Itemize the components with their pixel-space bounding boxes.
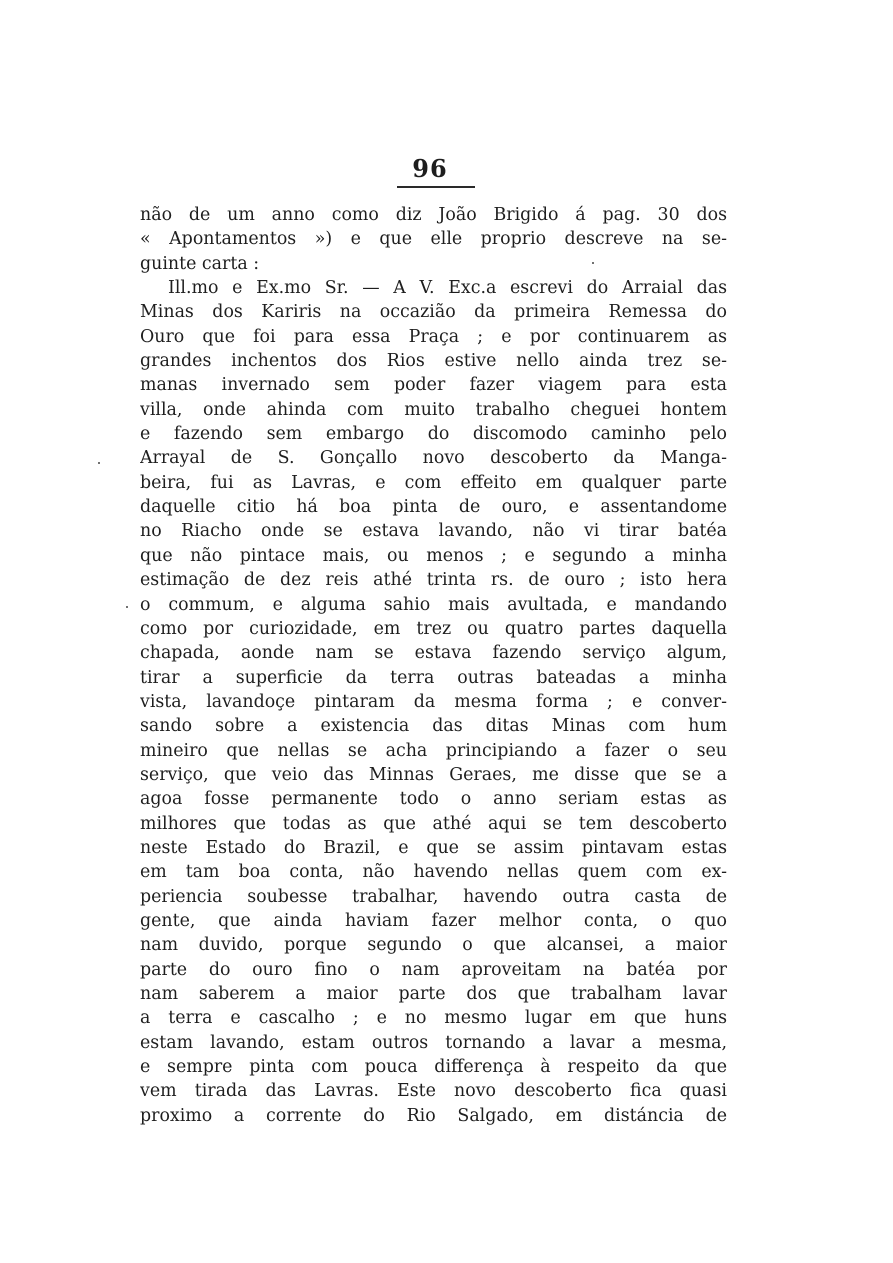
print-speck (98, 462, 100, 464)
body-text (140, 203, 727, 1128)
text-line: milhores que todas as que athé aqui se tem descoberto (140, 813, 727, 834)
text-line: vem tirada das Lavras. Este novo descoberto fica quasi (140, 1081, 727, 1102)
text-line: villa, onde ahinda com muito trabalho cheguei hontem (140, 399, 727, 420)
text-line: gente, que ainda haviam fazer melhor conta, o quo (140, 910, 727, 931)
text-line: beira, fui as Lavras, e com effeito em qualquer parte (140, 472, 727, 493)
text-line: nam saberem a maior parte dos que trabalham lavar (140, 984, 727, 1004)
text-line: proximo a corrente do Rio Salgado, em distáncia de (140, 1105, 727, 1126)
text-line: no Riacho onde se estava lavando, não vi tirar batéa (140, 521, 727, 542)
print-speck (126, 606, 128, 608)
text-line: e fazendo sem embargo do discomodo caminho pelo (140, 424, 727, 445)
text-line: guinte carta : (140, 253, 260, 274)
text-line: Ill.mo e Ex.mo Sr. — A V. Exc.a escrevi do Arraial das (168, 278, 727, 299)
text-line: periencia soubesse trabalhar, havendo outra casta de (140, 886, 727, 907)
text-line: tirar a superficie da terra outras bateadas a minha (140, 667, 727, 688)
text-line: neste Estado do Brazil, e que se assim pintavam estas (140, 837, 727, 858)
text-line: agoa fosse permanente todo o anno seriam estas as (140, 789, 727, 810)
text-line: manas invernado sem poder fazer viagem para esta (140, 375, 727, 396)
text-line: o commum, e alguma sahio mais avultada, e mandando (140, 594, 727, 615)
text-line: em tam boa conta, não havendo nellas quem com ex- (140, 862, 727, 883)
page-number: 96 (412, 154, 448, 183)
text-line: Arrayal de S. Gonçallo novo descoberto da Manga- (140, 448, 727, 469)
print-speck (592, 262, 594, 264)
text-line: sando sobre a existencia das ditas Minas com hum (140, 716, 727, 737)
text-line: a terra e cascalho ; e no mesmo lugar em que huns (140, 1008, 727, 1029)
text-line: « Apontamentos ») e que elle proprio descreve na se- (140, 229, 727, 250)
text-line: vista, lavandoçe pintaram da mesma forma ; e conver- (140, 691, 727, 712)
text-line: não de um anno como diz João Brigido á pag. 30 dos (140, 205, 727, 225)
text-line: daquelle citio há boa pinta de ouro, e assentandome (140, 497, 727, 518)
text-line: nam duvido, porque segundo o que alcansei, a maior (140, 935, 727, 956)
text-line: que não pintace mais, ou menos ; e segundo a minha (140, 545, 727, 566)
text-line: estam lavando, estam outros tornando a lavar a mesma, (140, 1032, 727, 1053)
text-line: serviço, que veio das Minnas Geraes, me disse que se a (140, 764, 727, 785)
text-line: Minas dos Kariris na occazião da primeira Remessa do (140, 302, 727, 323)
text-line: como por curiozidade, em trez ou quatro partes daquella (140, 618, 727, 639)
text-line: e sempre pinta com pouca differença à respeito da que (140, 1057, 727, 1078)
text-line: chapada, aonde nam se estava fazendo serviço algum, (140, 643, 727, 664)
text-line: estimação de dez reis athé trinta rs. de ouro ; isto hera (140, 570, 727, 591)
text-line: grandes inchentos dos Rios estive nello ainda trez se- (140, 351, 727, 372)
text-line: mineiro que nellas se acha principiando a fazer o seu (140, 740, 727, 761)
text-line: parte do ouro fino o nam aproveitam na batéa por (140, 959, 727, 980)
page-number-rule (397, 186, 475, 188)
text-line: Ouro que foi para essa Praça ; e por continuarem as (140, 326, 727, 347)
